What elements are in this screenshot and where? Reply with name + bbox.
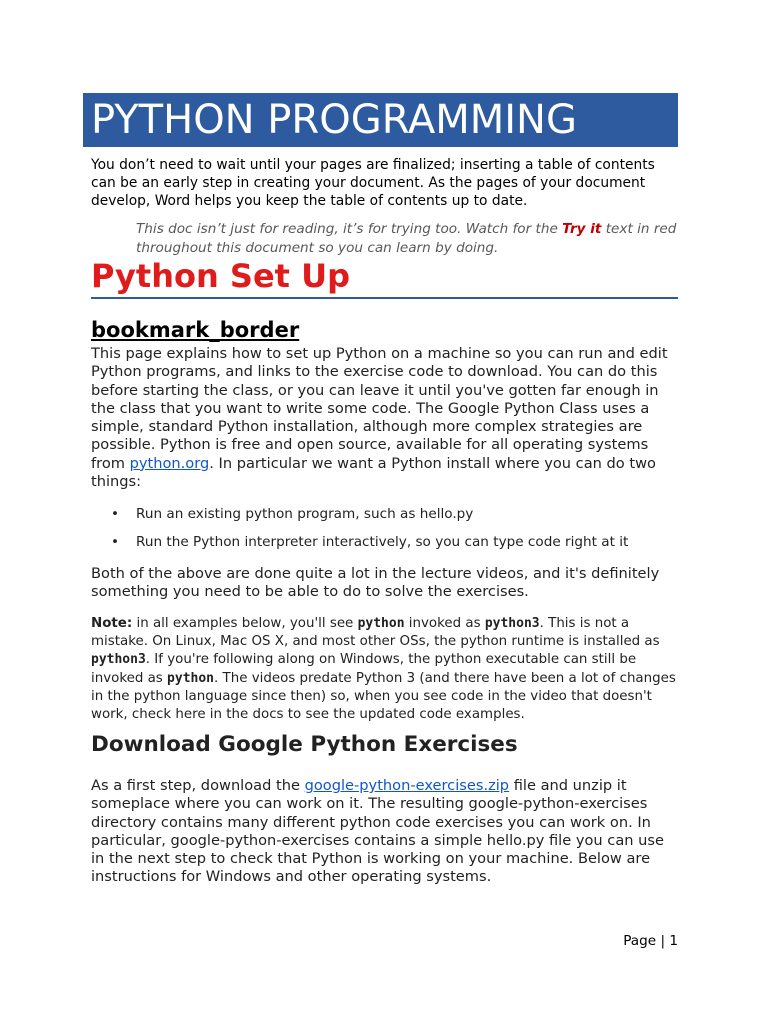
note-paragraph — [91, 615, 681, 724]
python-org-link[interactable]: python.org — [129, 454, 210, 472]
download-text-end: file and unzip it someplace where you can work on it. The resulting google-python-exercises directory contains many different python code exercises you can work on. In particular, google-python-exercises contains a simple hello.py file you can use in the next step to check that Python is working on your machine. Below are instructions for Windows and other operating systems. — [91, 777, 664, 886]
code-python: python — [357, 616, 405, 631]
exercises-paragraph: Both of the above are done quite a lot in the lecture videos, and it's definitely something you need to be able to do to solve the exercises. — [91, 565, 660, 601]
bullet-icon: • — [111, 534, 120, 550]
exercises-zip-link[interactable]: google-python-exercises.zip — [304, 777, 510, 794]
tip-paragraph — [136, 220, 696, 258]
note-label: Note: — [91, 616, 133, 631]
setup-paragraph — [91, 345, 681, 491]
page-number: Page | 1 — [623, 933, 678, 949]
bullet-icon: • — [111, 506, 120, 522]
page-title: PYTHON PROGRAMMING — [91, 97, 577, 143]
note-text: in all examples below, you'll see — [132, 616, 358, 631]
list-item — [91, 505, 681, 523]
section-heading: Python Set Up — [91, 257, 350, 295]
list-item-text: Run the Python interpreter interactively, so you can type code right at it — [136, 534, 629, 550]
code-python: python — [167, 670, 215, 686]
heading-rule — [91, 297, 678, 299]
code-python3: python3 — [91, 652, 146, 668]
tip-text-start: This doc isn’t just for reading, it’s for trying too. Watch for the — [136, 221, 563, 237]
setup-text-end: . In particular we want a Python install where you can do two things: — [91, 454, 656, 491]
note-text: . The videos predate Python 3 (and there have been a lot of changes in the python language since then) so, when you see code in the video that doesn't work, check here in the docs to see the updated code examples. — [91, 670, 676, 723]
download-paragraph — [91, 777, 681, 887]
note-text: . This is not a mistake. On Linux, Mac OS X, and most other OSs, the python runtime is installed as — [91, 616, 660, 650]
tip-text-end: text in red throughout this document so you can learn by doing. — [136, 221, 677, 256]
note-text: . If you're following along on Windows, the python executable can still be invoked as — [91, 652, 637, 686]
bookmark-heading: bookmark_border — [91, 318, 300, 342]
note-text: invoked as — [404, 616, 485, 631]
download-text-start: As a first step, download the — [91, 777, 305, 794]
requirements-list — [91, 505, 681, 561]
code-python3: python3 — [484, 616, 540, 631]
try-it-highlight: Try it — [562, 221, 602, 237]
setup-text-start: This page explains how to set up Python on a machine so you can run and edit Python programs, and links to the exercise code to download. You can do this before starting the class, or you can leave it until you've gotten far enough in the class that you want to write some code. The Google Python Class uses a simple, standard Python installation, although more complex strategies are possible. Python is free and open source, available for all operating systems from — [91, 345, 668, 472]
intro-paragraph: You don’t need to wait until your pages are finalized; inserting a table of contents can be an early step in creating your document. As the pages of your document develop, Word helps you keep the table of contents up to date. — [91, 157, 655, 209]
list-item-text: Run an existing python program, such as hello.py — [136, 506, 474, 522]
title-banner — [83, 93, 678, 147]
list-item — [91, 533, 681, 551]
download-heading: Download Google Python Exercises — [91, 732, 518, 757]
